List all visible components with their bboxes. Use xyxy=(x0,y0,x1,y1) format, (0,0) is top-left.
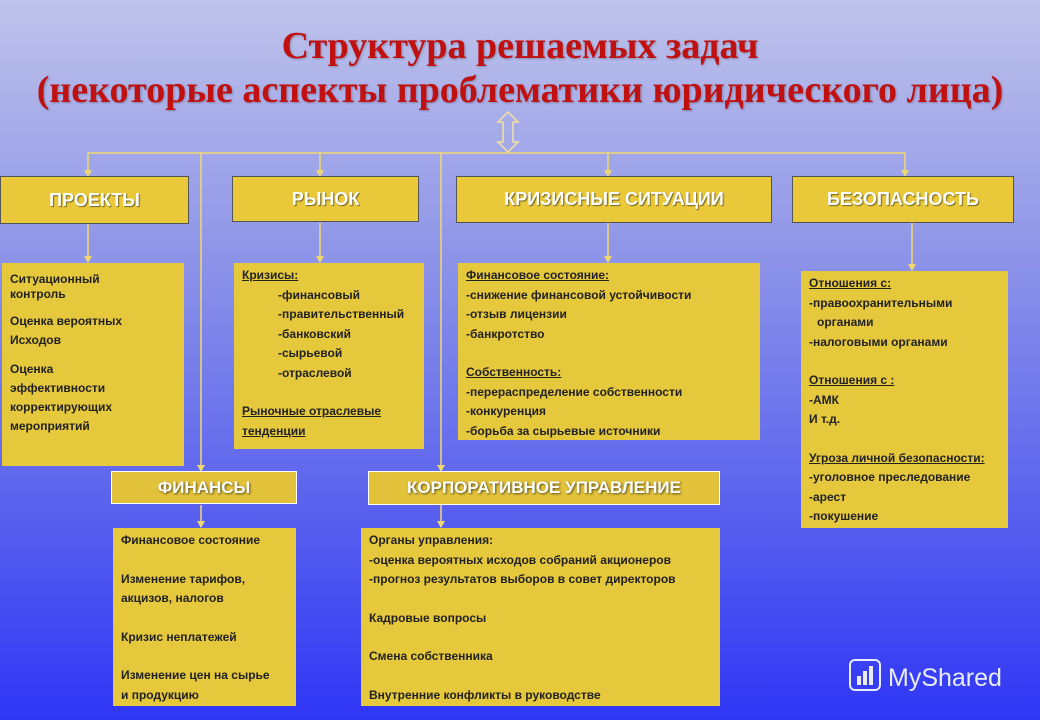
list-item: -сырьевой xyxy=(278,346,343,360)
watermark xyxy=(848,658,1002,699)
list-item: Изменение цен на сырье xyxy=(121,668,270,682)
bar-chart-icon xyxy=(848,658,882,699)
projects-box xyxy=(2,263,184,466)
header-security-label: БЕЗОПАСНОСТЬ xyxy=(827,189,979,209)
list-item: -конкуренция xyxy=(466,404,546,418)
header-projects xyxy=(0,176,189,224)
list-item: Финансовое состояние xyxy=(121,533,261,547)
list-item: -банкротство xyxy=(466,326,545,341)
list-item: -оценка вероятных исходов собраний акционеров xyxy=(369,552,671,567)
list-item: -АМК xyxy=(809,392,839,407)
list-item: эффективности xyxy=(10,381,106,395)
crisis-finance-title: Финансовое состояние: xyxy=(466,268,610,282)
list-item: Кадровые вопросы xyxy=(369,610,487,625)
list-item: контроль xyxy=(10,287,66,301)
list-item: -налоговыми органами xyxy=(809,334,948,349)
list-item: Оценка xyxy=(10,362,54,376)
list-item: органами xyxy=(817,315,874,329)
header-corporate-label: КОРПОРАТИВНОЕ УПРАВЛЕНИЕ xyxy=(407,478,681,497)
page-title: Структура решаемых задач xyxy=(281,25,759,67)
watermark-text: MyShared xyxy=(888,664,1002,692)
list-item: и продукцию xyxy=(121,687,199,702)
list-item: Оценка вероятных xyxy=(10,314,123,328)
list-item: -отраслевой xyxy=(278,365,352,380)
list-item: Исходов xyxy=(10,333,62,347)
list-item: -прогноз результатов выборов в совет директоров xyxy=(369,572,676,586)
list-item: акцизов, налогов xyxy=(121,591,224,605)
list-item: -борьба за сырьевые источники xyxy=(466,423,661,438)
header-finance xyxy=(111,471,297,504)
list-item: -правоохранительными xyxy=(809,295,953,310)
list-item: -финансовый xyxy=(278,287,361,302)
market-trends-2: тенденции xyxy=(242,423,306,438)
header-projects-label: ПРОЕКТЫ xyxy=(49,189,140,210)
list-item: мероприятий xyxy=(10,419,90,433)
security-relations-title: Отношения с: xyxy=(809,276,892,290)
list-item: Кризис неплатежей xyxy=(121,629,237,644)
security-threat-title: Угроза личной безопасности: xyxy=(809,450,985,465)
corporate-box xyxy=(361,528,720,706)
header-crisis-label: КРИЗИСНЫЕ СИТУАЦИИ xyxy=(504,189,724,209)
market-trends: Рыночные отраслевые xyxy=(242,404,382,418)
header-market xyxy=(232,176,419,222)
page-subtitle: (некоторые аспекты проблематики юридического лица) xyxy=(36,69,1004,111)
list-item: -правительственный xyxy=(278,307,405,321)
market-box xyxy=(234,263,424,449)
security-box xyxy=(801,271,1008,528)
header-security xyxy=(792,176,1014,223)
header-finance-label: ФИНАНСЫ xyxy=(157,477,251,497)
header-crisis xyxy=(456,176,772,223)
header-corporate xyxy=(368,471,720,505)
list-item: Изменение тарифов, xyxy=(121,571,246,586)
list-item: Ситуационный xyxy=(10,272,100,286)
list-item: -перераспределение собственности xyxy=(466,384,683,399)
list-item: корректирующих xyxy=(10,400,113,414)
list-item: -отзыв лицензии xyxy=(466,307,567,321)
market-crises-title: Кризисы: xyxy=(242,268,299,282)
list-item: -снижение финансовой устойчивости xyxy=(466,287,692,302)
crisis-ownership-title: Собственность: xyxy=(466,365,562,379)
header-market-label: РЫНОК xyxy=(291,188,360,209)
list-item: И т.д. xyxy=(809,412,841,426)
list-item: -покушение xyxy=(809,509,879,523)
list-item: -арест xyxy=(809,489,847,504)
finance-box xyxy=(113,528,296,706)
list-item: Смена собственника xyxy=(369,649,493,663)
crisis-box xyxy=(458,263,760,440)
list-item: -банковский xyxy=(278,326,352,341)
list-item: Внутренние конфликты в руководстве xyxy=(369,687,601,702)
security-relations-title-2: Отношения с : xyxy=(809,373,895,387)
list-item: -уголовное преследование xyxy=(809,470,971,484)
corporate-bodies-title: Органы управления: xyxy=(369,533,494,547)
